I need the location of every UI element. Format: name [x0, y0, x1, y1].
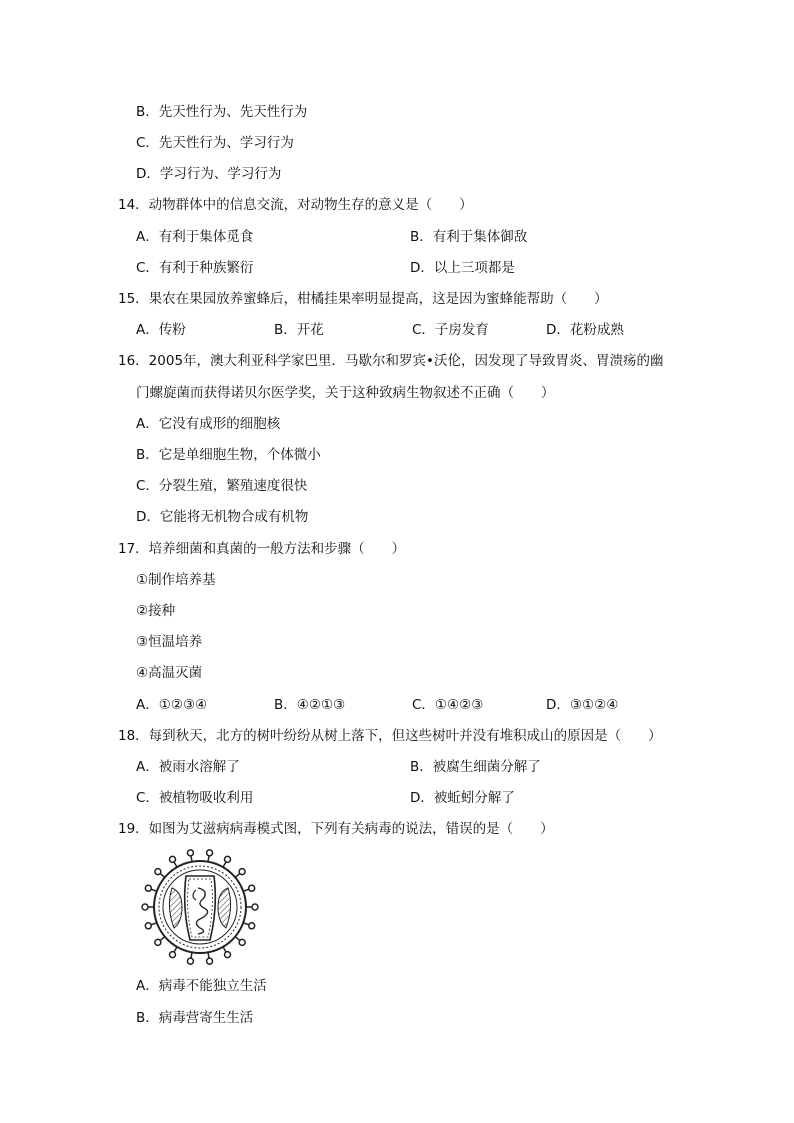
option-d-prev: D．学习行为、学习行为: [136, 166, 282, 182]
q15-option-a: A．传粉: [136, 322, 186, 338]
hiv-virus-diagram: [138, 848, 262, 966]
question-17-stem: 17．培养细菌和真菌的一般方法和步骤（ ）: [118, 541, 406, 557]
q19-option-b: B．病毒营寄生生活: [136, 1010, 254, 1026]
q14-option-a: A．有利于集体觅食: [136, 229, 254, 245]
question-15-stem: 15．果农在果园放养蜜蜂后，柑橘挂果率明显提高，这是因为蜜蜂能帮助（ ）: [118, 291, 608, 307]
question-14-stem: 14．动物群体中的信息交流，对动物生存的意义是（ ）: [118, 197, 473, 213]
q17-option-b: B．④②①③: [274, 697, 346, 713]
q18-option-a: A．被雨水溶解了: [136, 759, 240, 775]
q14-option-d: D．以上三项都是: [410, 260, 515, 276]
q17-step-3: ③恒温培养: [136, 634, 203, 650]
question-16-stem-line1: 16．2005年，澳大利亚科学家巴里．马歇尔和罗宾•沃伦，因发现了导致胃炎、胃溃疡的幽: [118, 353, 664, 369]
option-b-prev: B．先天性行为、先天性行为: [136, 104, 308, 120]
q16-option-d: D．它能将无机物合成有机物: [136, 509, 309, 525]
q16-option-a: A．它没有成形的细胞核: [136, 416, 281, 432]
q14-option-c: C．有利于种族繁衍: [136, 260, 254, 276]
q14-option-b: B．有利于集体御敌: [410, 229, 528, 245]
q17-option-d: D．③①②④: [546, 697, 619, 713]
q18-option-b: B．被腐生细菌分解了: [410, 759, 541, 775]
q15-option-b: B．开花: [274, 322, 324, 338]
q18-option-d: D．被蚯蚓分解了: [410, 790, 515, 806]
q15-option-d: D．花粉成熟: [546, 322, 624, 338]
q16-option-c: C．分裂生殖，繁殖速度很快: [136, 478, 308, 494]
q19-option-a: A．病毒不能独立生活: [136, 978, 267, 994]
q18-option-c: C．被植物吸收利用: [136, 790, 254, 806]
q17-step-2: ②接种: [136, 603, 176, 619]
q17-option-a: A．①②③④: [136, 697, 208, 713]
q17-option-c: C．①④②③: [412, 697, 484, 713]
option-c-prev: C．先天性行为、学习行为: [136, 135, 294, 151]
q17-step-1: ①制作培养基: [136, 572, 216, 588]
question-19-stem: 19．如图为艾滋病病毒模式图，下列有关病毒的说法，错误的是（ ）: [118, 821, 554, 837]
q17-step-4: ④高温灭菌: [136, 665, 203, 681]
q15-option-c: C．子房发育: [412, 322, 489, 338]
question-18-stem: 18．每到秋天，北方的树叶纷纷从树上落下，但这些树叶并没有堆积成山的原因是（ ）: [118, 728, 662, 744]
question-16-stem-line2: 门螺旋菌而获得诺贝尔医学奖，关于这种致病生物叙述不正确（ ）: [136, 385, 555, 401]
q16-option-b: B．它是单细胞生物，个体微小: [136, 447, 321, 463]
